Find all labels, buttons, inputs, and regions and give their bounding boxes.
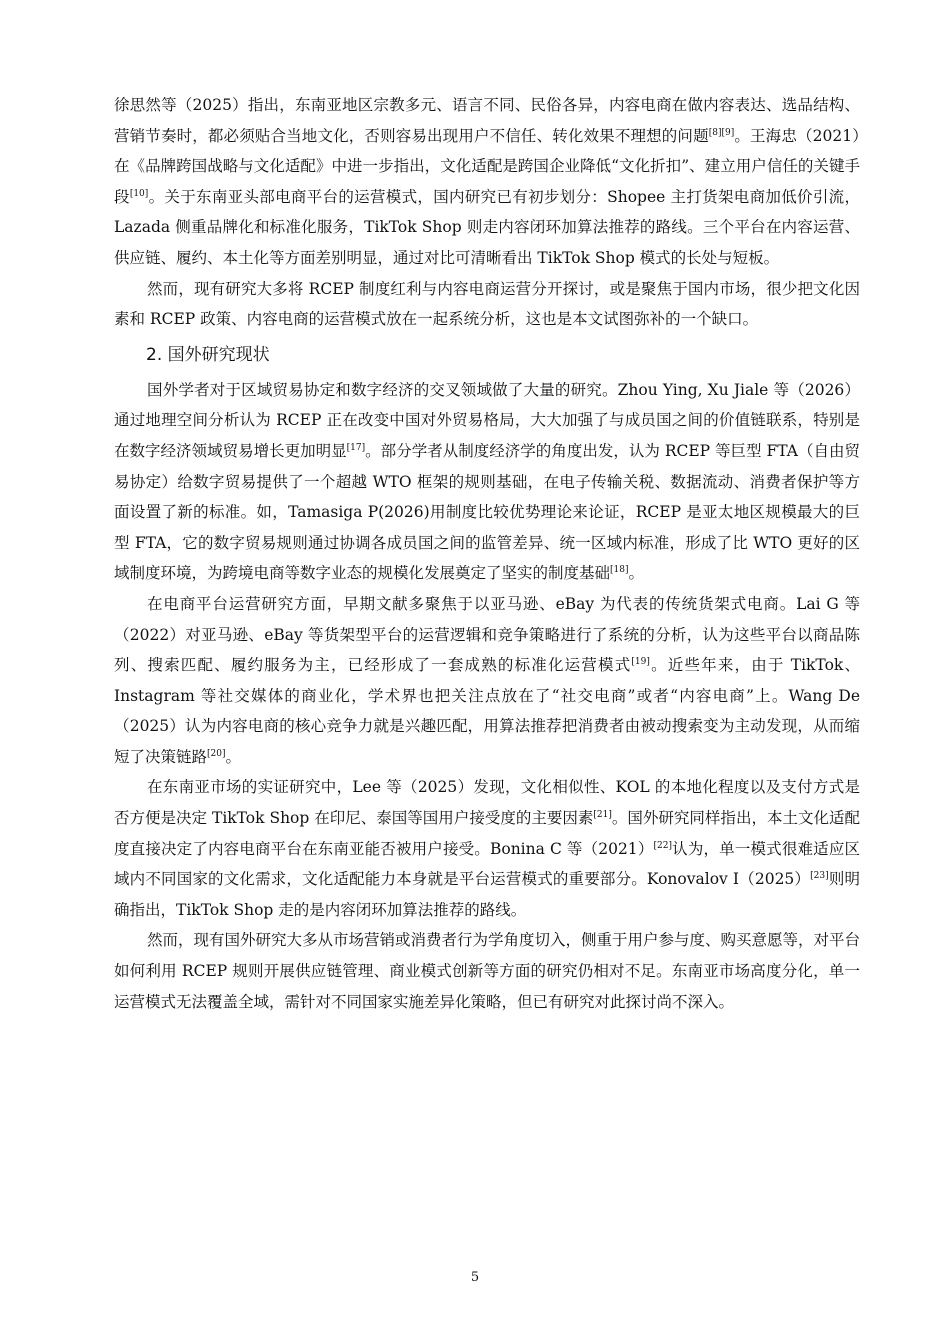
page-number: 5	[470, 1270, 480, 1285]
text-run: 。近些年来，由于 TikTok、Instagram 等社交媒体的商业化，学术界也把关注点放在了“社交电商”或者“内容电商”上。Wang De（2025）认为内容电商的核心竞争力就是兴趣匹配，用算法推荐把消费者由被动搜索变为主动发现，从而缩短了决策链路	[114, 656, 860, 766]
document-page	[114, 90, 860, 1017]
citation-ref: [23]	[810, 871, 829, 882]
paragraph-6	[114, 925, 860, 1017]
text-run: 。国外研究同样指出，本土文化适配度直接决定了内容电商平台在东南亚能否被用户接受。Bonina C 等（2021）	[114, 809, 860, 858]
text-run: 。关于东南亚头部电商平台的运营模式，国内研究已有初步划分：Shopee 主打货架电商加低价引流，Lazada 侧重品牌化和标准化服务，TikTok Shop 则走内容闭环加算法推荐的路线。三个平台在内容运营、供应链、履约、本土化等方面差别明显，通过对比可清晰看出 TikTok Shop 模式的长处与短板。	[114, 187, 860, 267]
citation-ref: [10]	[129, 188, 149, 199]
paragraph-4	[114, 589, 860, 773]
text-run: 在东南亚市场的实证研究中，Lee 等（2025）发现，文化相似性、KOL 的本地化程度以及支付方式是否方便是决定 TikTok Shop 在印尼、泰国等国用户接受度的主要因素	[114, 778, 860, 828]
text-run: 。王海忠（2021）在《品牌跨国战略与文化适配》中进一步指出，文化适配是跨国企业降低“文化折扣”、建立用户信任的关键手段	[114, 126, 860, 206]
text-run: 。部分学者从制度经济学的角度出发，认为 RCEP 等巨型 FTA（自由贸易协定）给数字贸易提供了一个超越 WTO 框架的规则基础，在电子传输关税、数据流动、消费者保护等方面设置了新的标准。如，Tamasiga P(2026)用制度比较优势理论来论证，RCEP 是亚太地区规模最大的巨型 FTA，它的数字贸易规则通过协调各成员国之间的监管差异、统一区域内标准，形成了比 WTO 更好的区域制度环境，为跨境电商等数字业态的规模化发展奠定了坚实的制度基础	[114, 441, 860, 583]
citation-ref: [20]	[207, 748, 226, 759]
citation-ref: [8][9]	[708, 127, 735, 138]
text-run: 徐思然等（2025）指出，东南亚地区宗教多元、语言不同、民俗各异，内容电商在做内容表达、选品结构、营销节奏时，都必须贴合当地文化，否则容易出现用户不信任、转化效果不理想的问题	[114, 96, 860, 145]
text-run: 在电商平台运营研究方面，早期文献多聚焦于以亚马逊、eBay 为代表的传统货架式电商。Lai G 等（2022）对亚马逊、eBay 等货架型平台的运营逻辑和竞争策略进行了系统的分析，认为这些平台以商品陈列、搜索匹配、履约服务为主，已经形成了一套成熟的标准化运营模式	[114, 594, 860, 675]
text-run: 。	[628, 564, 645, 583]
text-run: 国外学者对于区域贸易协定和数字经济的交叉领域做了大量的研究。Zhou Ying, Xu Jiale 等（2026）通过地理空间分析认为 RCEP 正在改变中国对外贸易格局，大大加强了与成员国之间的价值链联系，特别是在数字经济领域贸易增长更加明显	[114, 380, 860, 460]
text-run: 则明确指出，TikTok Shop 走的是内容闭环加算法推荐的路线。	[114, 870, 860, 919]
paragraph-2	[114, 274, 860, 335]
paragraph-3	[114, 375, 860, 589]
section-heading: 2. 国外研究现状	[146, 344, 270, 365]
citation-ref: [18]	[610, 565, 629, 576]
citation-ref: [17]	[346, 442, 366, 453]
text-run: 然而，现有研究大多将 RCEP 制度红利与内容电商运营分开探讨，或是聚焦于国内市场，很少把文化因素和 RCEP 政策、内容电商的运营模式放在一起系统分析，这也是本文试图弥补的一个缺口。	[114, 279, 860, 329]
text-run: 认为，单一模式很难适应区域内不同国家的文化需求，文化适配能力本身就是平台运营模式的重要部分。Konovalov I（2025）	[114, 839, 860, 889]
citation-ref: [22]	[653, 840, 672, 851]
citation-ref: [19]	[631, 657, 650, 668]
paragraph-5	[114, 772, 860, 925]
paragraph-1	[114, 90, 860, 274]
text-run: 然而，现有国外研究大多从市场营销或消费者行为学角度切入，侧重于用户参与度、购买意愿等，对平台如何利用 RCEP 规则开展供应链管理、商业模式创新等方面的研究仍相对不足。东南亚市场高度分化，单一运营模式无法覆盖全域，需针对不同国家实施差异化策略，但已有研究对此探讨尚不深入。	[114, 931, 861, 1011]
text-run: 。	[225, 747, 242, 766]
citation-ref: [21]	[593, 810, 612, 821]
